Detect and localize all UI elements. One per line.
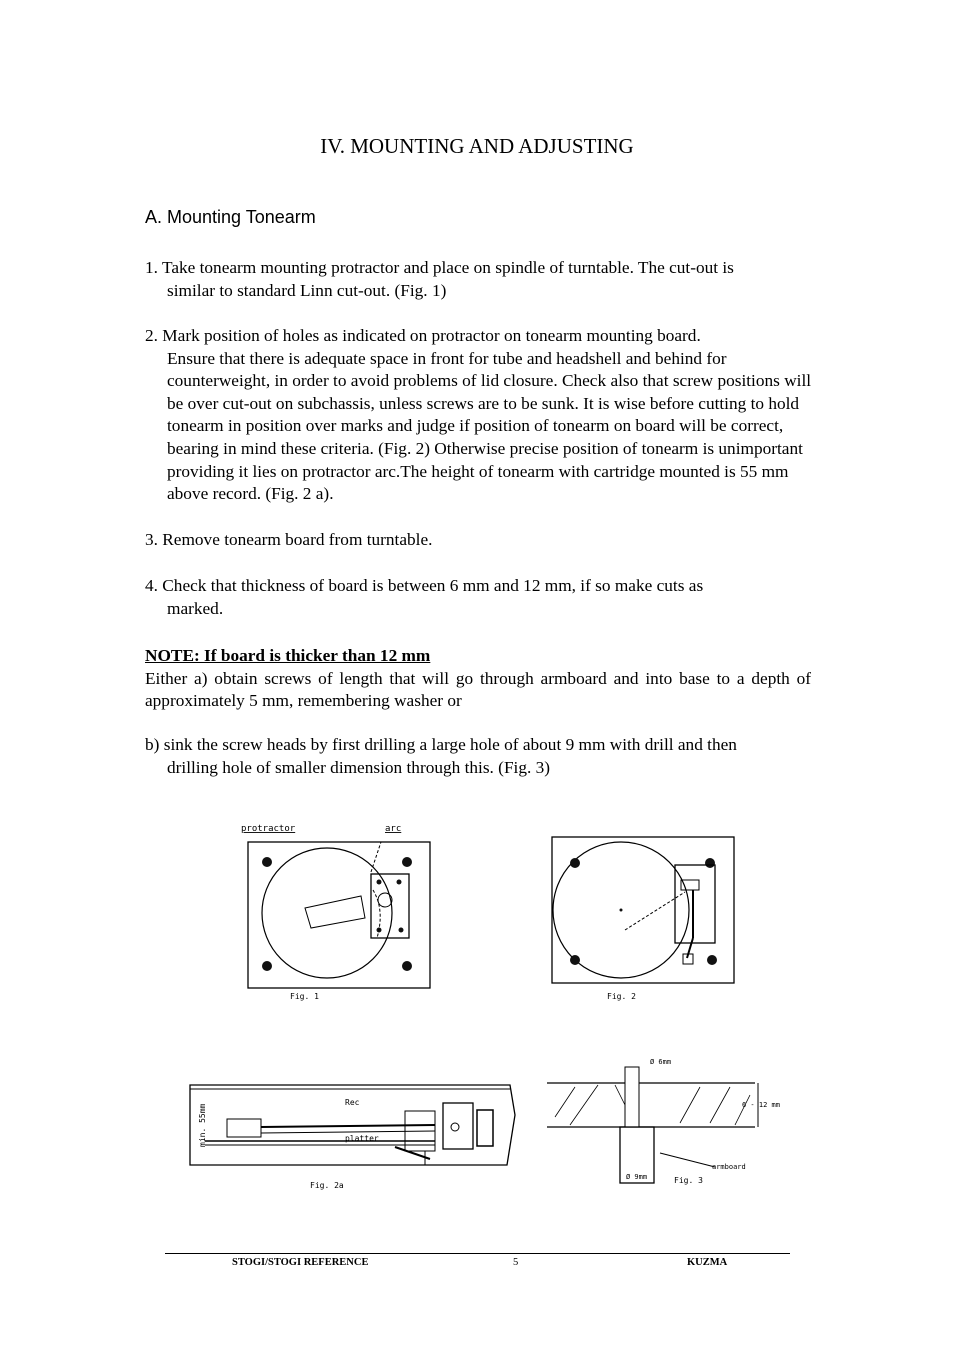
footer-brand: KUZMA bbox=[687, 1257, 728, 1268]
footer-doc-title: STOGI/STOGI REFERENCE bbox=[232, 1257, 369, 1268]
note-heading: NOTE: If board is thicker than 12 mm bbox=[145, 646, 431, 665]
step-3-first-line: 3. Remove tonearm board from turntable. bbox=[145, 530, 433, 549]
section-heading: A. Mounting Tonearm bbox=[145, 207, 316, 227]
step-1-continuation: similar to standard Linn cut-out. (Fig. 1) bbox=[167, 280, 447, 300]
fig3-caption: Fig. 3 bbox=[674, 1176, 703, 1185]
footer-rule bbox=[165, 1253, 790, 1254]
fig2a-platter-label: platter bbox=[345, 1134, 379, 1143]
step-b bbox=[145, 734, 817, 779]
note-body: Either a) obtain screws of length that will go through armboard and into base to a depth of approximately 5 mm, remembering washer or bbox=[145, 668, 811, 711]
fig2a-record-label: Rec bbox=[345, 1098, 360, 1107]
step-2-continuation: Ensure that there is adequate space in front for tube and headshell and behind for counterweight, in order to avoid problems of lid closure. Check also that screw positions will be over cut-out on subchassis, unless screws are to be sunk. It is wise before cutting to hold tonearm in position over marks and judge if position of tonearm on board will be correct, bearing in mind these criteria. (Fig. 2) Otherwise precise position of tonearm is unimportant providing it lies on protractor arc.The height of tonearm with cartridge mounted is 55 mm above record. (Fig. 2 a). bbox=[167, 348, 812, 504]
page-title: IV. MOUNTING AND ADJUSTING bbox=[320, 134, 634, 158]
fig2a-caption: Fig. 2a bbox=[310, 1181, 344, 1190]
figure-1 bbox=[235, 820, 440, 1005]
step-4-continuation: marked. bbox=[167, 598, 224, 618]
fig3-small-hole-label: Ø 6mm bbox=[650, 1058, 672, 1066]
fig3-large-hole-label: Ø 9mm bbox=[626, 1173, 648, 1181]
fig3-armboard-label: armboard bbox=[712, 1163, 746, 1171]
figure-3 bbox=[540, 1055, 795, 1190]
fig3-thickness-label: 6 - 12 mm bbox=[742, 1101, 780, 1109]
step-2-first-line: 2. Mark position of holes as indicated on protractor on tonearm mounting board. bbox=[145, 326, 701, 345]
step-1 bbox=[145, 257, 817, 302]
fig1-arc-label: arc bbox=[385, 824, 402, 834]
footer-page-number: 5 bbox=[513, 1257, 519, 1268]
figure-2a bbox=[185, 1075, 520, 1195]
step-1-first-line: 1. Take tonearm mounting protractor and place on spindle of turntable. The cut-out is bbox=[145, 258, 734, 277]
step-3 bbox=[145, 529, 817, 552]
step-2 bbox=[145, 325, 817, 506]
step-b-continuation: drilling hole of smaller dimension through this. (Fig. 3) bbox=[167, 757, 551, 777]
fig2a-height-label: min. 55mm bbox=[198, 1103, 207, 1147]
figure-2 bbox=[545, 830, 745, 1005]
step-4 bbox=[145, 575, 817, 620]
fig2-caption: Fig. 2 bbox=[607, 992, 636, 1001]
step-b-first-line: b) sink the screw heads by first drilling a large hole of about 9 mm with drill and then bbox=[145, 735, 737, 754]
fig1-protractor-label: protractor bbox=[241, 824, 296, 834]
fig1-caption: Fig. 1 bbox=[290, 992, 319, 1001]
note-block bbox=[145, 645, 811, 713]
step-4-first-line: 4. Check that thickness of board is between 6 mm and 12 mm, if so make cuts as bbox=[145, 576, 704, 595]
